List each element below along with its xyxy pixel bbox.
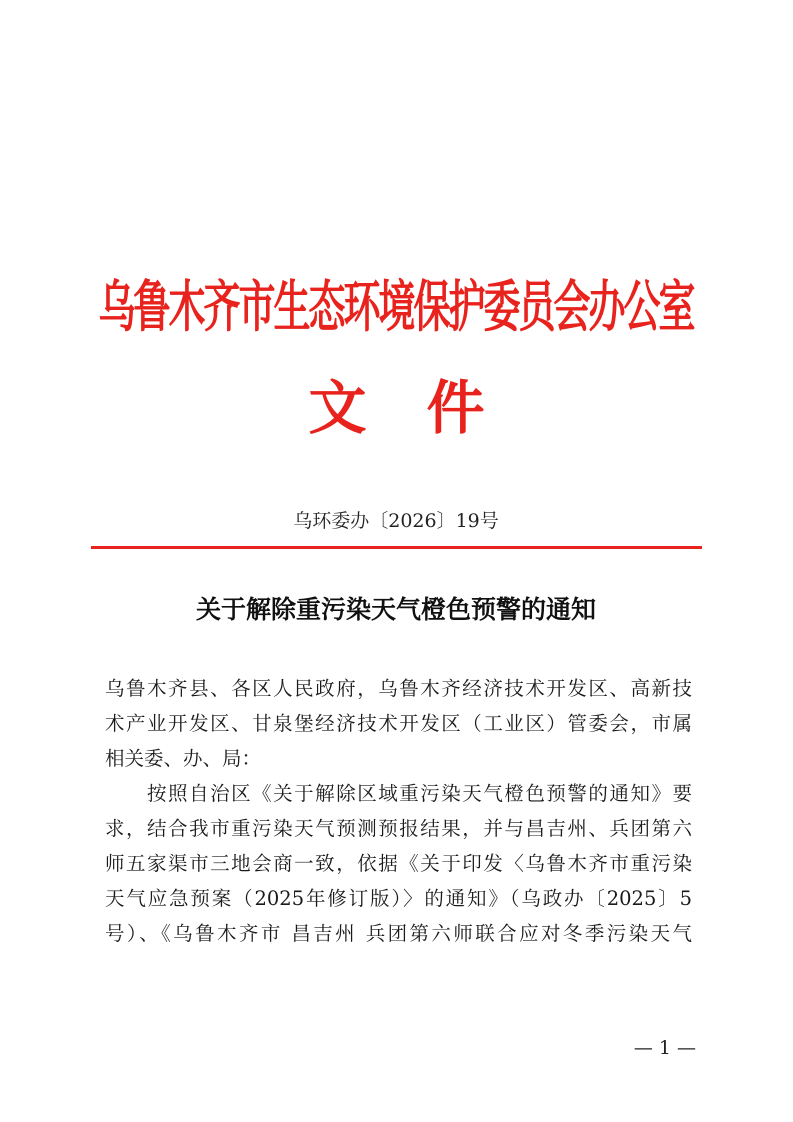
body-line: 乌鲁木齐县、各区人民政府，乌鲁木齐经济技术开发区、高新技: [105, 677, 692, 700]
body-line: 天气应急预案（2025年修订版）〉的通知》（乌政办〔2025〕5: [105, 887, 692, 910]
document-number: 乌环委办〔2026〕19号: [293, 510, 499, 532]
body-line: 相关委、办、局：: [105, 747, 262, 770]
notice-title: 关于解除重污染天气橙色预警的通知: [195, 595, 596, 624]
notice-body: [105, 671, 692, 951]
issuing-organization-title: 乌鲁木齐市生态环境保护委员会办公室: [98, 275, 694, 340]
body-line: 求，结合我市重污染天气预测预报结果，并与昌吉州、兵团第六: [105, 817, 692, 840]
body-line: 号）、《乌鲁木齐市 昌吉州 兵团第六师联合应对冬季污染天气: [105, 922, 692, 945]
red-separator-line: [91, 546, 702, 549]
body-line: 师五家渠市三地会商一致，依据《关于印发〈乌鲁木齐市重污染: [105, 852, 692, 875]
document-label: 文件: [308, 374, 545, 442]
body-line: 术产业开发区、甘泉堡经济技术开发区（工业区）管委会，市属: [105, 712, 692, 735]
body-line: 按照自治区《关于解除区域重污染天气橙色预警的通知》要: [105, 782, 692, 805]
page-number: — 1 —: [633, 1037, 696, 1059]
